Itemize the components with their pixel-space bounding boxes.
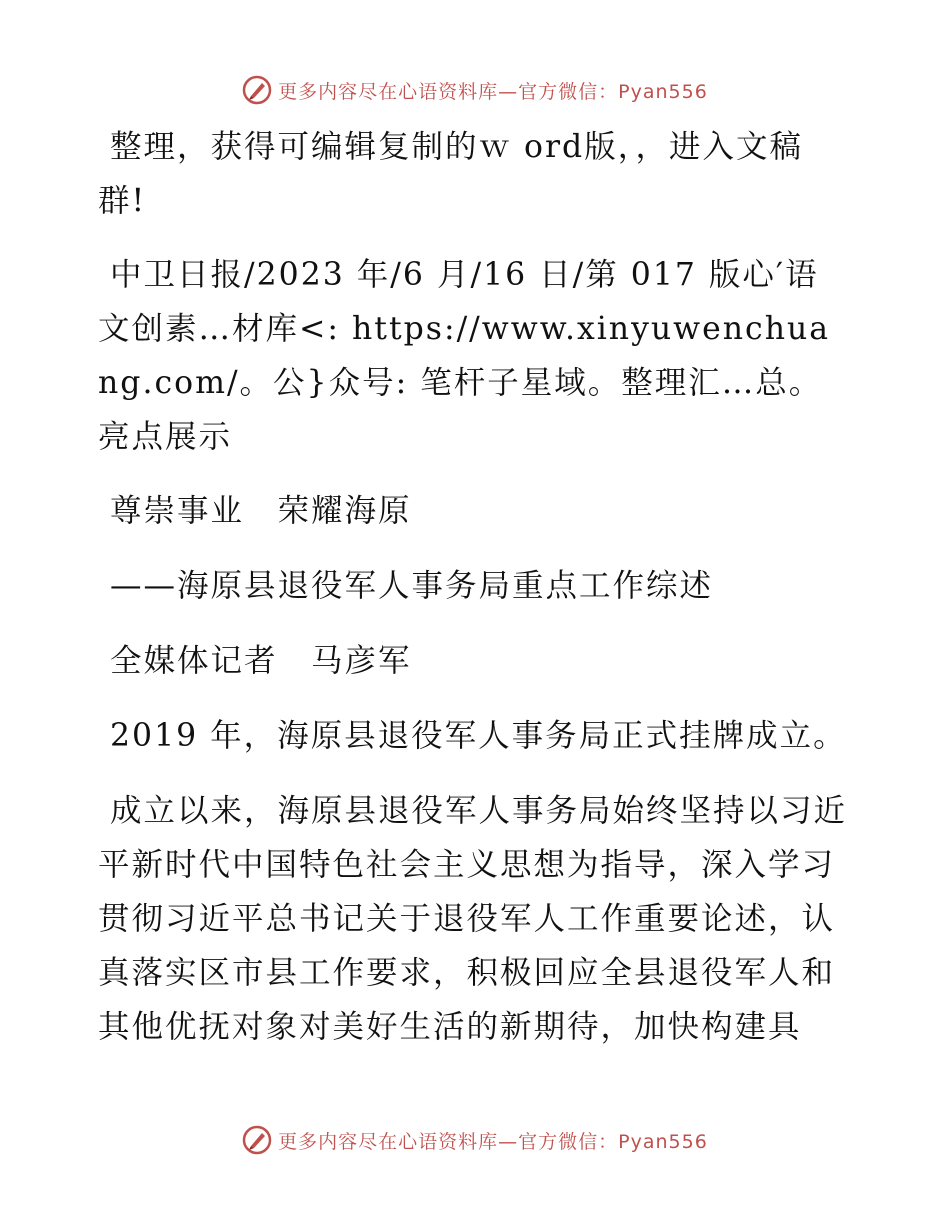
header-watermark-banner <box>0 70 950 110</box>
article-byline: 全媒体记者 马彦军 <box>110 643 412 679</box>
paragraph-body: 成立以来，海原县退役军人事务局始终坚持以习近平新时代中国特色社会主义思想为指导，深入学习贯彻习近平总书记关于退役军人工作重要论述，认真落实区市县工作要求，积极回应全县退役军人和其他优抚对象对美好生活的新期待，加快构建具 <box>98 793 848 1045</box>
paragraph-founding: 2019 年，海原县退役军人事务局正式挂牌成立。 <box>110 718 847 754</box>
document-body <box>98 120 850 1074</box>
footer-watermark-banner <box>0 1120 950 1160</box>
article-subtitle: ——海原县退役军人事务局重点工作综述 <box>110 568 714 604</box>
paragraph-source: 中卫日报/2023 年/6 月/16 日/第 017 版心′语文创素…材库<: https://www.xinyuwenchuang.com/。公}众号: 笔杆子星域。整理汇…总。亮点展示 <box>98 257 831 455</box>
article-title: 尊崇事业 荣耀海原 <box>110 493 412 529</box>
pen-logo-icon <box>242 1125 272 1155</box>
footer-watermark-text: 更多内容尽在心语资料库—官方微信：Pyan556 <box>278 1130 708 1153</box>
pen-logo-icon <box>242 75 272 105</box>
paragraph-intro: 整理，获得可编辑复制的ｗ ord版，，进入文稿群! <box>98 129 803 219</box>
header-watermark-text: 更多内容尽在心语资料库—官方微信：Pyan556 <box>278 80 708 103</box>
